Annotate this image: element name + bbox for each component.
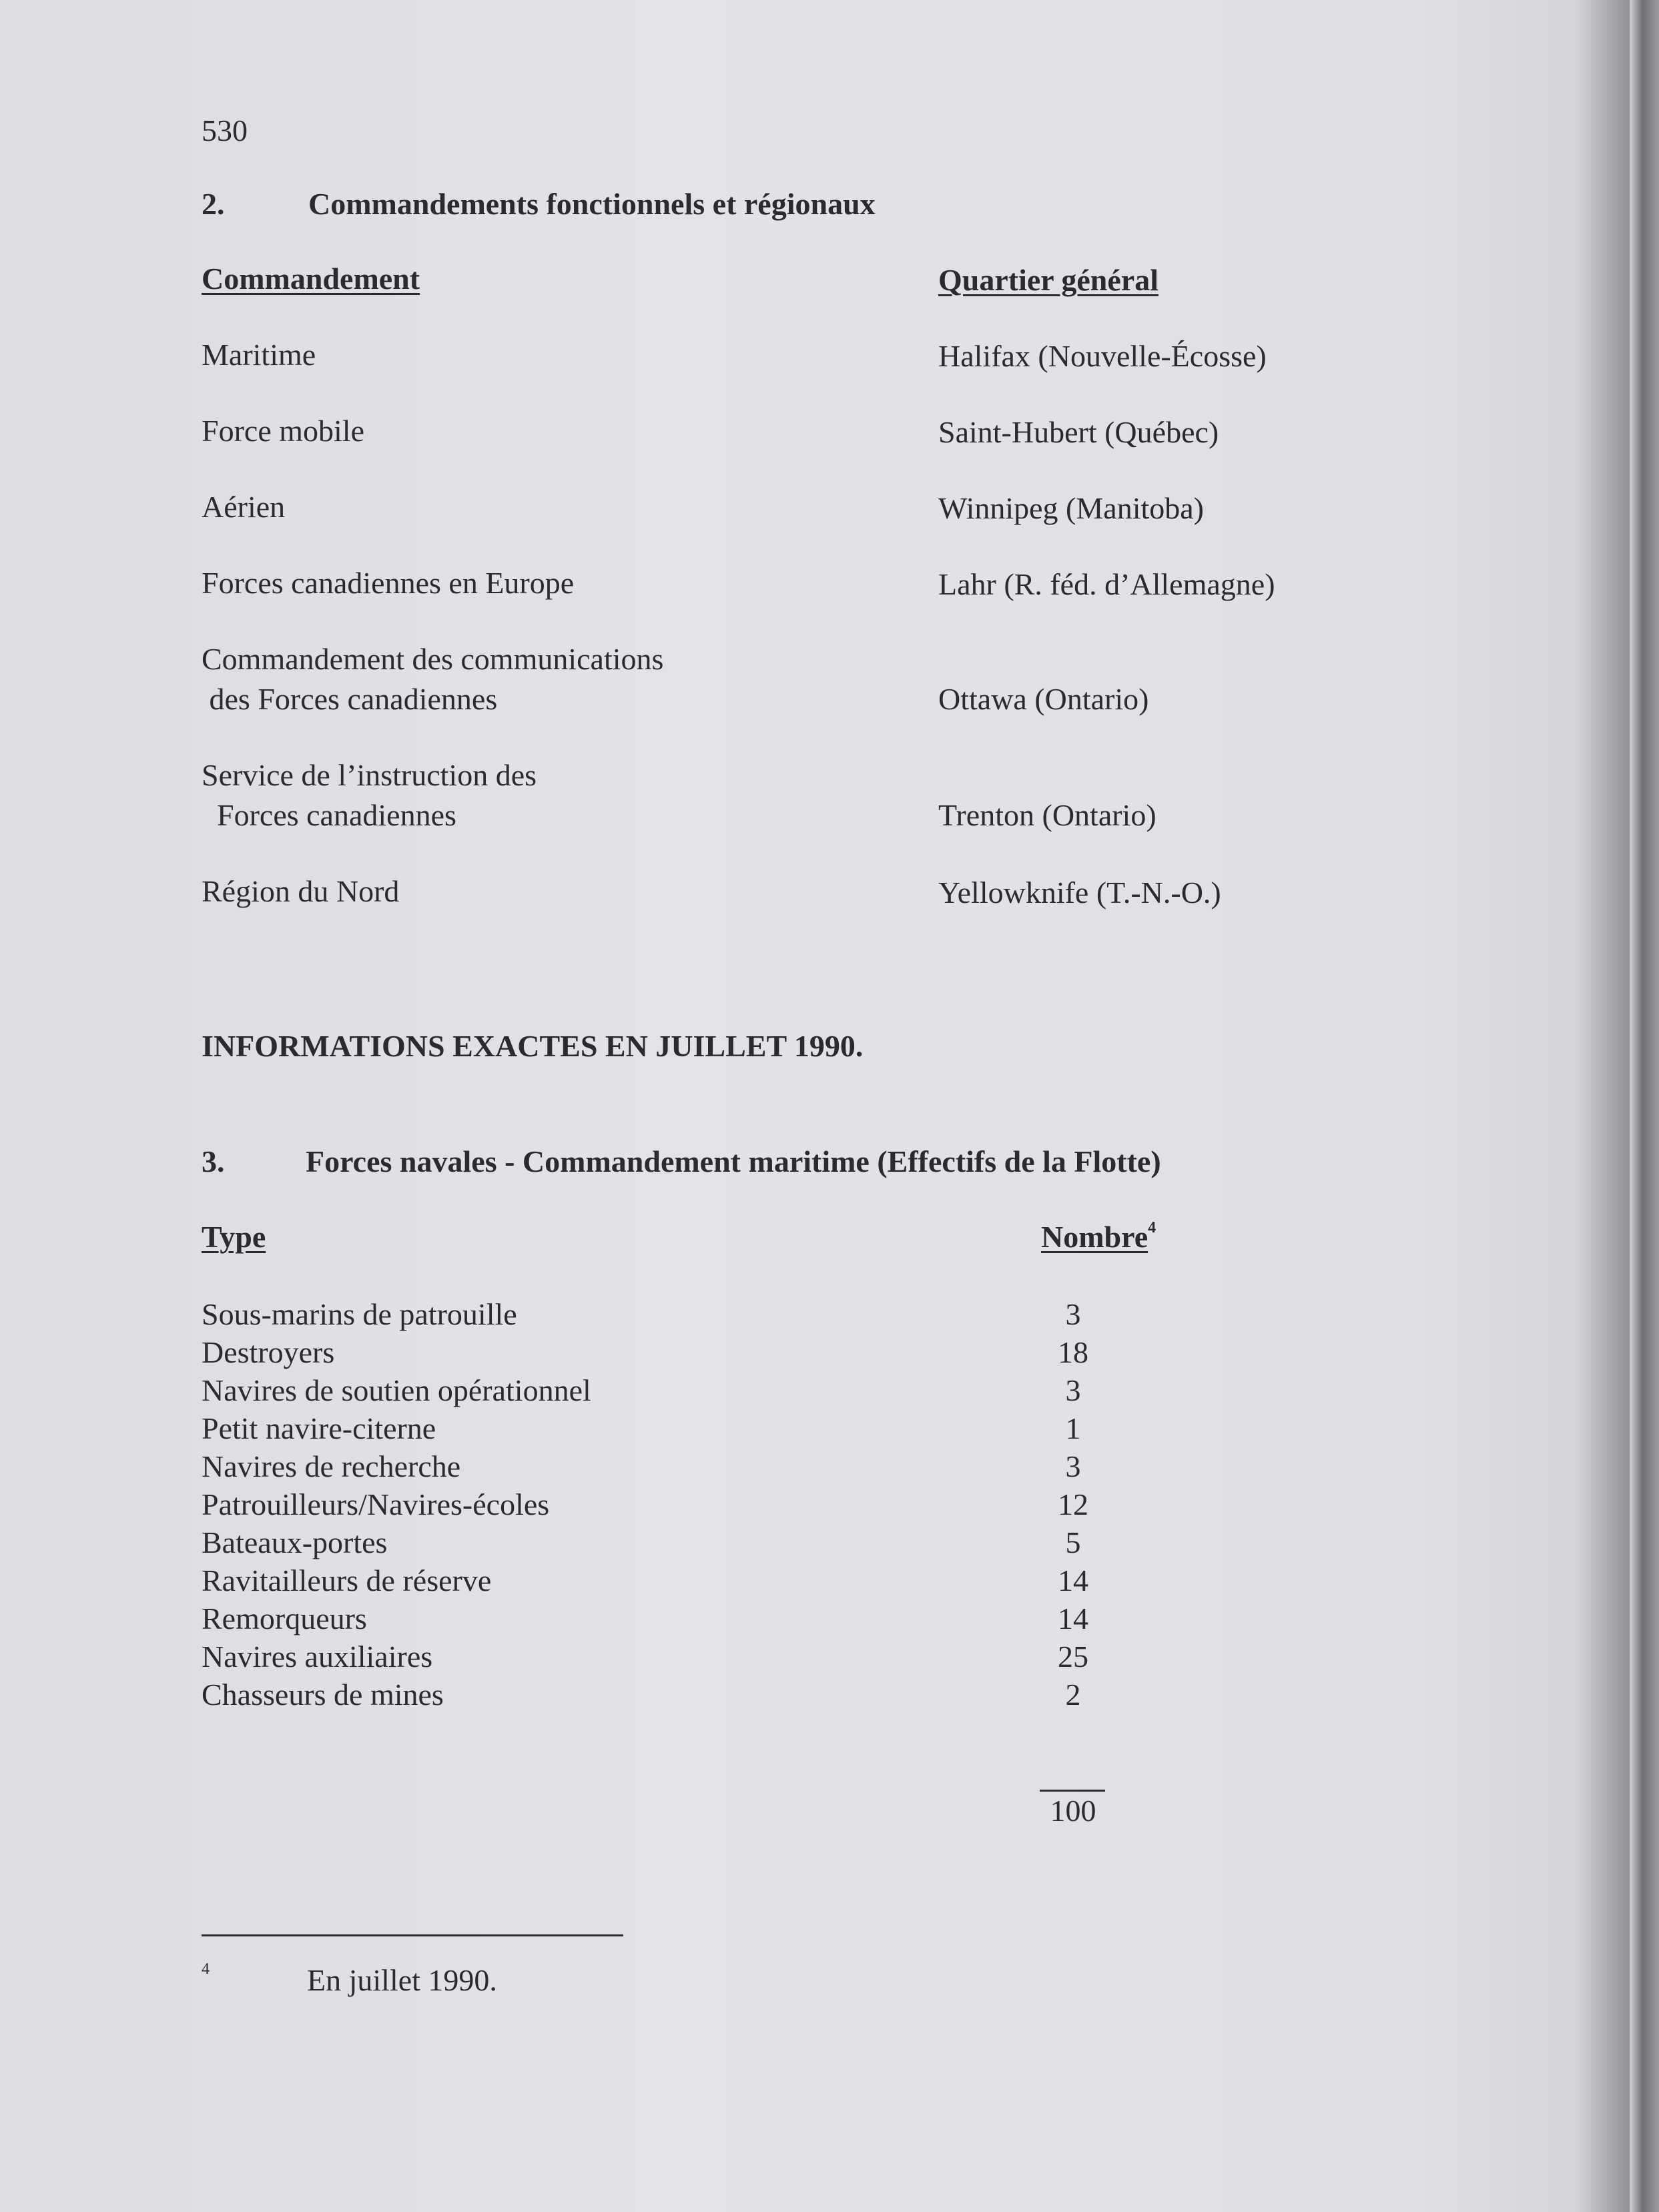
total-rule bbox=[1040, 1790, 1105, 1792]
vessel-type: Destroyers bbox=[202, 1335, 335, 1369]
vessel-count: 18 bbox=[1058, 1335, 1088, 1369]
hq-region-nord: Yellowknife (T.-N.-O.) bbox=[938, 875, 1221, 909]
vessel-total: 100 bbox=[1050, 1794, 1096, 1828]
column-header-nombre bbox=[1041, 1218, 1156, 1256]
vessel-type: Navires auxiliaires bbox=[202, 1639, 433, 1674]
command-forces-europe: Forces canadiennes en Europe bbox=[202, 566, 575, 600]
hq-force-mobile: Saint-Hubert (Québec) bbox=[938, 415, 1219, 449]
vessel-type: Ravitailleurs de réserve bbox=[202, 1563, 492, 1597]
vessel-type: Navires de recherche bbox=[202, 1449, 461, 1483]
section-2-title: Commandements fonctionnels et régionaux bbox=[308, 187, 876, 221]
page-number: 530 bbox=[202, 113, 248, 147]
vessel-type: Remorqueurs bbox=[202, 1601, 367, 1635]
command-instruction-line-2: Forces canadiennes bbox=[202, 798, 456, 832]
footnote-separator bbox=[202, 1934, 623, 1936]
command-communications-line-1: Commandement des communications bbox=[202, 642, 664, 676]
command-instruction-line-1: Service de l’instruction des bbox=[202, 758, 537, 792]
column-header-nombre-label: Nombre bbox=[1041, 1220, 1148, 1254]
command-aerien: Aérien bbox=[202, 490, 286, 524]
hq-instruction: Trenton (Ontario) bbox=[938, 798, 1156, 832]
vessel-count: 3 bbox=[1065, 1449, 1081, 1483]
hq-maritime: Halifax (Nouvelle-Écosse) bbox=[938, 339, 1267, 373]
footnote-marker: 4 bbox=[202, 1960, 210, 1978]
hq-communications: Ottawa (Ontario) bbox=[938, 682, 1149, 716]
section-3-number: 3. bbox=[202, 1144, 225, 1178]
vessel-type: Patrouilleurs/Navires-écoles bbox=[202, 1487, 550, 1521]
information-notice: INFORMATIONS EXACTES EN JUILLET 1990. bbox=[202, 1029, 864, 1063]
vessel-count: 2 bbox=[1065, 1678, 1081, 1712]
vessel-type: Bateaux-portes bbox=[202, 1525, 388, 1559]
vessel-count: 3 bbox=[1065, 1373, 1081, 1407]
command-communications-line-2: des Forces canadiennes bbox=[202, 682, 498, 716]
vessel-type: Navires de soutien opérationnel bbox=[202, 1373, 591, 1407]
footnote-text: En juillet 1990. bbox=[307, 1963, 497, 1997]
vessel-count: 25 bbox=[1058, 1639, 1088, 1674]
page-edge-shadow bbox=[1630, 0, 1659, 2212]
column-header-commandement: Commandement bbox=[202, 262, 420, 296]
vessel-count: 5 bbox=[1065, 1525, 1081, 1559]
column-header-type: Type bbox=[202, 1220, 266, 1254]
vessel-count: 12 bbox=[1058, 1487, 1088, 1521]
column-header-quartier-general: Quartier général bbox=[938, 263, 1158, 297]
vessel-type: Sous-marins de patrouille bbox=[202, 1297, 517, 1331]
hq-forces-europe: Lahr (R. féd. d’Allemagne) bbox=[938, 567, 1275, 601]
section-3-title: Forces navales - Commandement maritime (Effectifs de la Flotte) bbox=[306, 1144, 1161, 1178]
vessel-type: Petit navire-citerne bbox=[202, 1411, 436, 1445]
vessel-count: 1 bbox=[1065, 1411, 1081, 1445]
vessel-type: Chasseurs de mines bbox=[202, 1678, 444, 1712]
vessel-count: 3 bbox=[1065, 1297, 1081, 1331]
command-force-mobile: Force mobile bbox=[202, 414, 364, 448]
hq-aerien: Winnipeg (Manitoba) bbox=[938, 491, 1204, 525]
command-region-nord: Région du Nord bbox=[202, 874, 400, 908]
command-maritime: Maritime bbox=[202, 338, 316, 372]
footnote-reference: 4 bbox=[1148, 1219, 1156, 1236]
section-2-number: 2. bbox=[202, 187, 225, 221]
vessel-count: 14 bbox=[1058, 1601, 1088, 1635]
vessel-count: 14 bbox=[1058, 1563, 1088, 1597]
